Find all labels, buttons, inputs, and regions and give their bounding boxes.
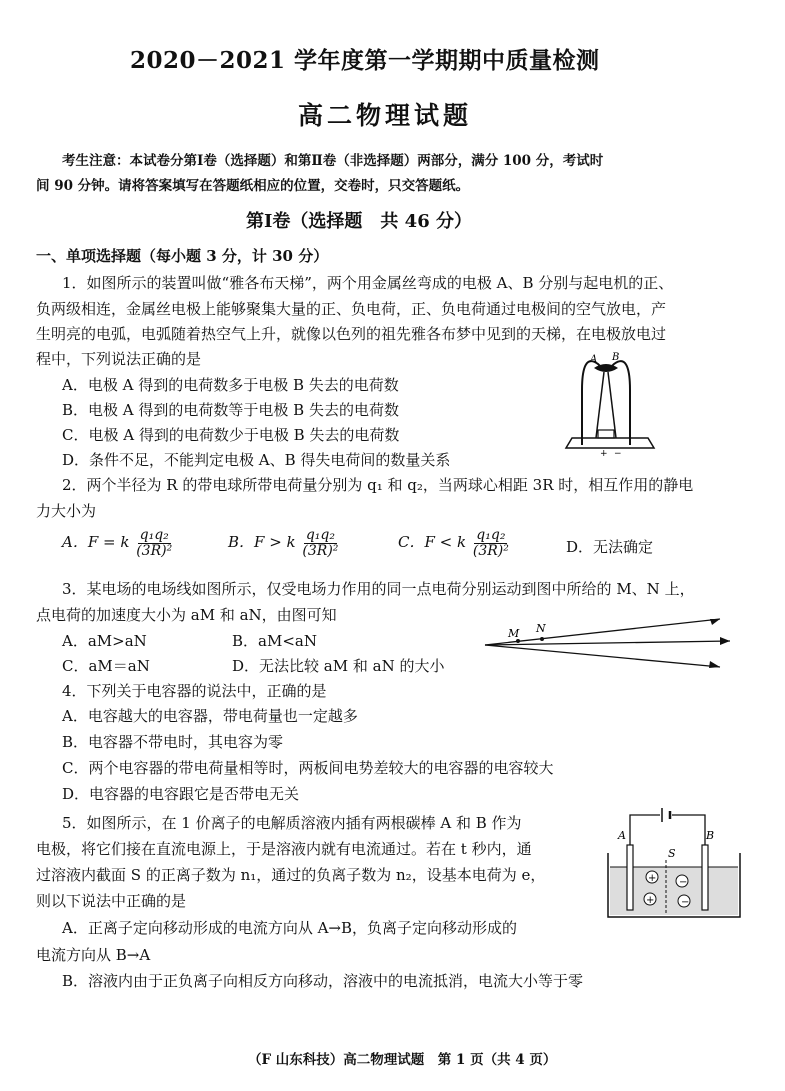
frac-denominator: (3R)² [136, 542, 173, 559]
frac-numerator: q₁q₂ [476, 527, 506, 543]
q5-option-a-line-2: 电流方向从 B→A [36, 946, 151, 964]
q5-option-a-line-1: A．正离子定向移动形成的电流方向从 A→B，负离子定向移动形成的 [62, 919, 518, 937]
q1-line-2: 负两级相连，金属丝电极上能够聚集大量的正、负电荷，正、负电荷通过电极间的空气放电，产 [36, 300, 667, 318]
q1-line-4: 程中，下列说法正确的是 [36, 350, 202, 368]
fig-plus: + [600, 449, 608, 458]
q2-line-2: 力大小为 [36, 502, 97, 520]
q4-option-a: A．电容越大的电容器，带电荷量也一定越多 [62, 707, 358, 725]
svg-text:−: − [679, 877, 688, 888]
q4-line-1: 4．下列关于电容器的说法中，正确的是 [62, 682, 327, 700]
q5-line-2: 电极，将它们接在直流电源上，于是溶液内就有电流通过。若在 t 秒内，通 [36, 840, 532, 858]
q1-option-d: D．条件不足，不能判定电极 A、B 得失电荷间的数量关系 [62, 451, 451, 469]
q4-option-c: C．两个电容器的带电荷量相等时，两板间电势差较大的电容器的电容较大 [62, 759, 554, 777]
q1-line-1: 1．如图所示的装置叫做“雅各布天梯”，两个用金属丝弯成的电极 A、B 分别与起电机的正、 [62, 274, 674, 292]
q5-line-1: 5．如图所示，在 1 价离子的电解质溶液内插有两根碳棒 A 和 B 作为 [62, 814, 522, 832]
q2-option-c-prefix: C．F < k [398, 533, 467, 552]
q2-option-b [228, 528, 340, 558]
q4-option-d: D．电容器的电容跟它是否带电无关 [62, 785, 300, 803]
q3-option-a: A．aM>aN [62, 632, 147, 650]
q3-option-c: C．aM＝aN [62, 657, 150, 675]
fig-label-n: N [536, 622, 546, 635]
q2-line-1: 2．两个半径为 R 的带电球所带电荷量分别为 q₁ 和 q₂，当两球心相距 3R 时，相互作用的静电 [62, 476, 694, 494]
q3-option-d: D．无法比较 aM 和 aN 的大小 [232, 657, 445, 675]
fig-label-m: M [508, 627, 520, 640]
q1-option-b: B．电极 A 得到的电荷数等于电极 B 失去的电荷数 [62, 401, 399, 419]
q1-option-c: C．电极 A 得到的电荷数少于电极 B 失去的电荷数 [62, 426, 400, 444]
svg-text:−: − [681, 897, 690, 908]
q2-option-a-prefix: A．F = k [62, 533, 130, 552]
q5-line-4: 则以下说法中正确的是 [36, 892, 187, 910]
fig-label-a: A [590, 354, 598, 365]
q1-option-a: A．电极 A 得到的电荷数多于电极 B 失去的电荷数 [62, 376, 399, 394]
q3-line-2: 点电荷的加速度大小为 aM 和 aN，由图可知 [36, 606, 337, 624]
subject-title: 高二物理试题 [298, 101, 473, 130]
notice-line-2: 间 90 分钟。请将答案填写在答题纸相应的位置，交卷时，只交答题纸。 [36, 178, 470, 194]
fig-label-b: B [612, 352, 620, 363]
q1-line-3: 生明亮的电弧，电弧随着热空气上升，就像以色列的祖先雅各布梦中见到的天梯，在电极放电过 [36, 325, 667, 343]
frac-denominator: (3R)² [472, 542, 509, 559]
q3-option-b: B．aM<aN [232, 632, 317, 650]
svg-text:+: + [648, 873, 657, 884]
frac-numerator: q₁q₂ [305, 527, 335, 543]
q2-option-a-fraction [134, 528, 174, 558]
q5-line-3: 过溶液内截面 S 的正离子数为 n₁，通过的负离子数为 n₂，设基本电荷为 e， [36, 866, 546, 884]
exam-title: 2020－2021 学年度第一学期期中质量检测 [130, 47, 600, 74]
q2-option-b-fraction [300, 528, 340, 558]
fig-minus: − [614, 449, 622, 458]
q2-option-a [62, 528, 174, 558]
q4-option-b: B．电容器不带电时，其电容为零 [62, 733, 284, 751]
fig-electrode-a: A [618, 829, 626, 842]
frac-denominator: (3R)² [302, 542, 339, 559]
fig-section-s: S [668, 847, 676, 860]
q2-option-b-prefix: B．F > k [228, 533, 296, 552]
notice-line-1: 考生注意：本试卷分第Ⅰ卷（选择题）和第Ⅱ卷（非选择题）两部分，满分 100 分，考试时 [62, 153, 604, 169]
section-heading: 一、单项选择题（每小题 3 分，计 30 分） [36, 247, 329, 265]
q2-option-d: D．无法确定 [566, 538, 654, 556]
jacobs-ladder-figure [560, 350, 660, 458]
q2-option-c-fraction [471, 528, 511, 558]
frac-numerator: q₁q₂ [139, 527, 169, 543]
fig-electrode-b: B [706, 829, 715, 842]
svg-text:+: + [646, 895, 655, 906]
q3-line-1: 3．某电场的电场线如图所示，仅受电场力作用的同一点电荷分别运动到图中所给的 M、N 上， [62, 580, 695, 598]
field-lines-figure [480, 615, 750, 675]
q2-option-c [398, 528, 511, 558]
q5-option-b: B．溶液内由于正负离子向相反方向移动，溶液中的电流抵消，电流大小等于零 [62, 972, 584, 990]
page-footer: （F 山东科技）高二物理试题 第 1 页（共 4 页） [248, 1052, 557, 1068]
part-title: 第Ⅰ卷（选择题 共 46 分） [246, 211, 473, 232]
electrolysis-figure [600, 805, 750, 925]
